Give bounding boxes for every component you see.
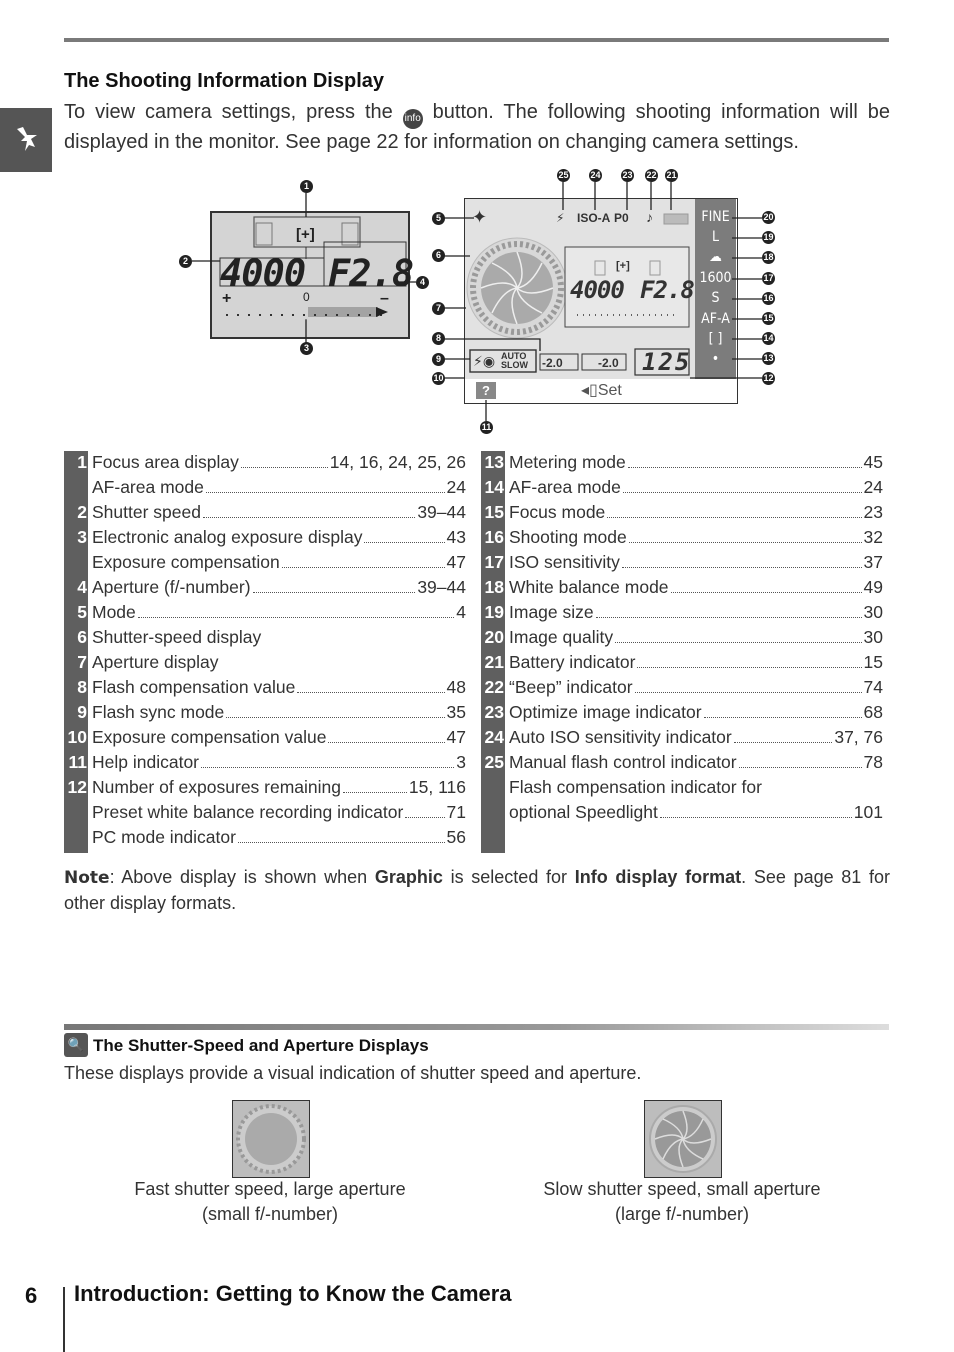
- legend-label: Exposure compensation value: [92, 727, 327, 747]
- legend-number: 15: [484, 502, 504, 522]
- legend-page: 68: [863, 702, 883, 722]
- fast-caption-line-1: Fast shutter speed, large aperture: [134, 1179, 406, 1199]
- legend-page: 37, 76: [834, 727, 883, 747]
- legend-label: AF-area mode: [509, 477, 621, 497]
- image-size: L: [711, 229, 719, 245]
- leader-dots: [637, 650, 861, 668]
- legend-label: Shutter-speed display: [92, 627, 262, 647]
- legend-page: 49: [863, 577, 883, 597]
- leader-dots: [596, 600, 862, 618]
- leader-dots: [405, 800, 444, 818]
- legend-number: 9: [77, 702, 87, 722]
- set-text: Set: [597, 382, 622, 399]
- lcd-minus-sign: –: [380, 290, 389, 307]
- legend-page: 15, 116: [408, 777, 466, 797]
- note-text-1: : Above display is shown when: [109, 867, 375, 887]
- info-button-icon: info: [403, 109, 423, 129]
- set-label: ◂▯Set: [581, 382, 622, 399]
- callout-18: 18: [763, 252, 774, 262]
- callout-22: 22: [646, 170, 657, 180]
- slow-shutter-caption: [512, 1177, 852, 1227]
- legend-label: Electronic analog exposure display: [92, 527, 363, 547]
- legend-label: ISO sensitivity: [509, 552, 620, 572]
- callout-13: 13: [763, 353, 774, 363]
- legend-row: [64, 750, 466, 775]
- exposure-comp-value: -2.0: [542, 356, 563, 370]
- legend-row: [481, 525, 883, 550]
- leader-dots: [671, 575, 862, 593]
- white-balance: ☁: [709, 249, 722, 265]
- leader-dots: [241, 450, 328, 468]
- legend-label: White balance mode: [509, 577, 669, 597]
- legend-label: Flash compensation value: [92, 677, 296, 697]
- legend-number: 25: [484, 752, 504, 772]
- callout-5: 5: [432, 212, 445, 225]
- flash-mode-slow: SLOW: [501, 360, 528, 370]
- legend-page: 4: [456, 602, 466, 622]
- legend-number: 13: [484, 452, 504, 472]
- legend-page: 48: [446, 677, 466, 697]
- legend-number: 2: [77, 502, 87, 522]
- leader-dots: [739, 750, 862, 768]
- callout-14: 14: [763, 333, 774, 343]
- legend-row: [481, 725, 883, 750]
- legend-label: Number of exposures remaining: [92, 777, 342, 797]
- legend-label: PC mode indicator: [92, 827, 236, 847]
- legend-number: 20: [484, 627, 504, 647]
- callout-16: 16: [763, 293, 774, 303]
- slow-shutter-thumbnail: [644, 1100, 722, 1178]
- metering-mode: •: [711, 351, 720, 367]
- leader-dots: [615, 625, 861, 643]
- legend-label: Exposure compensation: [92, 552, 280, 572]
- legend-label: Mode: [92, 602, 136, 622]
- intro-text-2: button. The following shooting information will be displayed in the monitor. See page 22 for information on changing camera settings.: [64, 101, 890, 153]
- note-text-3: . See page 81 for other display formats.: [64, 867, 891, 913]
- legend-page: 74: [863, 677, 883, 697]
- legend-number: 16: [484, 527, 504, 547]
- callout-15: 15: [763, 313, 774, 323]
- mini-aperture: F2.8: [640, 276, 694, 304]
- lcd-aperture: F2.8: [328, 252, 414, 295]
- legend-label: optional Speedlight: [509, 802, 658, 822]
- callout-6: 6: [432, 249, 445, 262]
- slow-caption-line-1: Slow shutter speed, small aperture: [543, 1179, 821, 1199]
- legend-number: 8: [77, 677, 87, 697]
- legend-row: [481, 800, 883, 825]
- leader-dots: [704, 700, 862, 718]
- legend-row: [64, 500, 466, 525]
- tip-title: The Shutter-Speed and Aperture Displays: [93, 1036, 429, 1055]
- callout-20: 20: [763, 212, 774, 222]
- flash-comp-value: -2.0: [598, 356, 619, 370]
- slow-caption-line-2: (large f/-number): [614, 1204, 750, 1224]
- legend-page: 14, 16, 24, 25, 26: [329, 452, 466, 472]
- legend-row: [64, 475, 466, 500]
- callout-3: 3: [300, 342, 313, 355]
- legend-row: [64, 825, 466, 850]
- legend-number: 19: [484, 602, 504, 622]
- legend-page: 3: [456, 752, 466, 772]
- leader-dots: [660, 800, 852, 818]
- legend-page: 35: [446, 702, 466, 722]
- legend-row: [481, 625, 883, 650]
- legend-page: 32: [863, 527, 883, 547]
- manual-flash-icon: ⚡: [556, 211, 565, 225]
- auto-iso-indicator: ISO-A: [577, 211, 611, 225]
- callout-10: 10: [433, 373, 444, 383]
- legend-page: 56: [446, 827, 466, 847]
- legend-number: 4: [77, 577, 87, 597]
- legend-page: 47: [446, 727, 466, 747]
- shooting-mode: S: [711, 290, 720, 306]
- legend-page: 71: [446, 802, 466, 822]
- legend-page: 43: [446, 527, 466, 547]
- legend-label: AF-area mode: [92, 477, 204, 497]
- legend-label: Image quality: [509, 627, 614, 647]
- lcd-af-bracket: [+]: [296, 226, 315, 243]
- leader-dots: [226, 700, 444, 718]
- callout-24: 24: [590, 170, 601, 180]
- callout-21: 21: [666, 170, 677, 180]
- image-quality: FINE: [701, 209, 730, 225]
- callout-4: 4: [416, 276, 429, 289]
- legend-row: [481, 750, 883, 775]
- help-indicator: ?: [476, 382, 496, 399]
- callout-19: 19: [763, 232, 774, 242]
- legend-page: 15: [863, 652, 883, 672]
- magnifier-icon: 🔍: [64, 1033, 88, 1057]
- legend-label: Shutter speed: [92, 502, 201, 522]
- fast-shutter-caption: [100, 1177, 440, 1227]
- lcd-plus-sign: +: [222, 290, 232, 307]
- legend-number: [64, 550, 90, 575]
- legend-number: 3: [77, 527, 87, 547]
- legend-number: [64, 475, 90, 500]
- legend-number: 6: [77, 627, 87, 647]
- legend-number: 24: [484, 727, 504, 747]
- legend-label: Preset white balance recording indicator: [92, 802, 404, 822]
- leader-dots: [364, 525, 444, 543]
- leader-dots: [622, 550, 862, 568]
- leader-dots: [253, 575, 416, 593]
- legend-page: 101: [853, 802, 883, 822]
- tip-text: These displays provide a visual indication of shutter speed and aperture.: [64, 1063, 642, 1083]
- legend-page: 78: [863, 752, 883, 772]
- tip-rule: [64, 1024, 889, 1030]
- leader-dots: [238, 825, 445, 843]
- callout-9: 9: [432, 353, 445, 366]
- legend-page: 47: [446, 552, 466, 572]
- leader-dots: [138, 600, 454, 618]
- legend-number: [64, 825, 90, 850]
- legend-number: 23: [484, 702, 504, 722]
- chapter-title: Introduction: Getting to Know the Camera: [74, 1281, 512, 1306]
- legend-row: [64, 800, 466, 825]
- legend-label: Focus mode: [509, 502, 606, 522]
- legend-label: Aperture (f/-number): [92, 577, 251, 597]
- legend-label: Shooting mode: [509, 527, 627, 547]
- legend-number: 7: [77, 652, 87, 672]
- legend-label: Flash sync mode: [92, 702, 225, 722]
- legend-row: [481, 550, 883, 575]
- legend-label: Flash compensation indicator for: [509, 777, 762, 797]
- legend-row: [481, 675, 883, 700]
- callout-1: 1: [300, 180, 313, 193]
- legend-page: 24: [863, 477, 883, 497]
- mini-shutter-speed: 4000: [570, 276, 624, 304]
- leader-dots: [607, 500, 861, 518]
- legend-row: [64, 525, 466, 550]
- lcd-shutter-speed: 4000: [220, 252, 306, 295]
- af-area-mode: [ ]: [708, 331, 723, 347]
- leader-dots: [343, 775, 407, 793]
- note-text-2: is selected for: [442, 867, 575, 887]
- leader-dots: [328, 725, 444, 743]
- callout-lines: [0, 0, 954, 440]
- callout-8: 8: [432, 332, 445, 345]
- legend-row: [481, 450, 883, 475]
- legend-row: [481, 600, 883, 625]
- fast-shutter-thumbnail: [232, 1100, 310, 1178]
- leader-dots: [628, 450, 862, 468]
- mode-icon: ✦: [472, 207, 488, 227]
- legend-row: [64, 600, 466, 625]
- fast-caption-line-2: (small f/-number): [201, 1204, 339, 1224]
- legend-number: 22: [484, 677, 504, 697]
- legend-row: [64, 775, 466, 800]
- legend-number: 18: [484, 577, 504, 597]
- legend-table-right: [481, 450, 883, 825]
- leader-dots: [623, 475, 862, 493]
- legend-row: [64, 550, 466, 575]
- legend-row: [64, 450, 466, 475]
- note-label: Note: [64, 868, 110, 888]
- legend-number: 10: [67, 727, 87, 747]
- legend-number: 12: [67, 777, 87, 797]
- legend-page: 24: [446, 477, 466, 497]
- leader-dots: [206, 475, 445, 493]
- legend-row: [64, 675, 466, 700]
- legend-number: 11: [68, 752, 87, 772]
- legend-label: Help indicator: [92, 752, 199, 772]
- section-title: The Shooting Information Display: [64, 70, 384, 92]
- flash-mode-auto: AUTO: [501, 351, 527, 361]
- leader-dots: [203, 500, 415, 518]
- footer-rule: [63, 1287, 65, 1352]
- optimize-image-indicator: P0: [614, 211, 629, 225]
- legend-page: 23: [863, 502, 883, 522]
- legend-row: [64, 625, 466, 650]
- callout-17: 17: [763, 273, 774, 283]
- legend-label: Metering mode: [509, 452, 626, 472]
- legend-number: 5: [77, 602, 87, 622]
- note-paragraph: [64, 865, 890, 916]
- leader-dots: [201, 750, 454, 768]
- legend-number: [481, 775, 507, 800]
- legend-number: [481, 800, 507, 825]
- legend-row: [481, 775, 883, 800]
- legend-label: “Beep” indicator: [509, 677, 633, 697]
- legend-label: Battery indicator: [509, 652, 636, 672]
- beep-icon: ♪: [646, 209, 653, 225]
- focus-mode: AF-A: [701, 311, 730, 327]
- legend-number: [64, 800, 90, 825]
- legend-number: 14: [484, 477, 504, 497]
- exposures-remaining: 125: [642, 348, 692, 376]
- legend-label: Optimize image indicator: [509, 702, 702, 722]
- legend-row: [64, 700, 466, 725]
- callout-2: 2: [179, 255, 192, 268]
- legend-label: Focus area display: [92, 452, 239, 472]
- legend-label: Aperture display: [92, 652, 219, 672]
- legend-row: [64, 650, 466, 675]
- legend-table-left: [64, 450, 466, 850]
- intro-text-1: To view camera settings, press the: [64, 101, 403, 123]
- legend-number: 17: [484, 552, 504, 572]
- callout-11: 11: [481, 422, 492, 432]
- legend-page: 37: [863, 552, 883, 572]
- leader-dots: [734, 725, 833, 743]
- legend-row: [481, 500, 883, 525]
- leader-dots: [635, 675, 862, 693]
- legend-row: [481, 700, 883, 725]
- note-bold-format: Info display format: [574, 867, 742, 887]
- legend-label: Image size: [509, 602, 594, 622]
- legend-number: 21: [484, 652, 504, 672]
- callout-23: 23: [622, 170, 633, 180]
- leader-dots: [282, 550, 445, 568]
- legend-page: 39–44: [417, 502, 466, 522]
- legend-page: 30: [863, 602, 883, 622]
- legend-page: 45: [863, 452, 883, 472]
- legend-row: [64, 725, 466, 750]
- callout-7: 7: [432, 302, 445, 315]
- iso-sensitivity: 1600: [699, 270, 732, 286]
- callout-25: 25: [558, 170, 569, 180]
- mini-af-bracket: [+]: [616, 260, 630, 272]
- legend-page: 30: [863, 627, 883, 647]
- note-bold-graphic: Graphic: [374, 867, 443, 887]
- legend-row: [64, 575, 466, 600]
- flash-icon: ⚡◉: [473, 353, 496, 369]
- legend-row: [481, 650, 883, 675]
- legend-label: Manual flash control indicator: [509, 752, 737, 772]
- legend-row: [481, 475, 883, 500]
- lcd-scale-zero: 0: [303, 290, 310, 304]
- legend-row: [481, 575, 883, 600]
- page-number: 6: [25, 1283, 38, 1308]
- legend-label: Auto ISO sensitivity indicator: [509, 727, 732, 747]
- legend-number: 1: [77, 452, 87, 472]
- legend-page: 39–44: [417, 577, 466, 597]
- leader-dots: [629, 525, 862, 543]
- callout-12: 12: [763, 373, 774, 383]
- leader-dots: [297, 675, 444, 693]
